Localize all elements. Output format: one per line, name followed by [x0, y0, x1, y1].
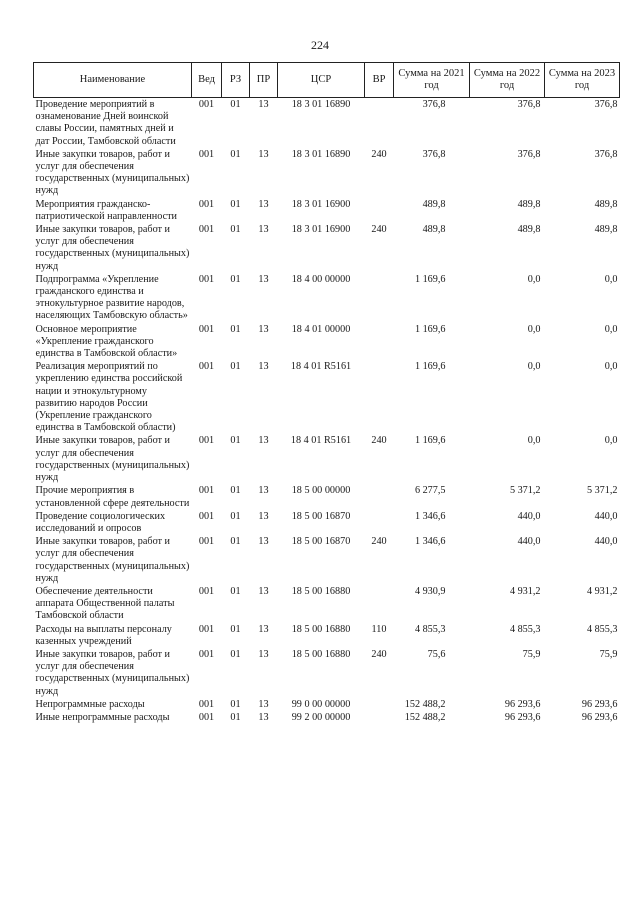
cell-rz: 01 [230, 698, 241, 710]
cell-csr: 99 2 00 00000 [291, 711, 351, 723]
cell-sum-2021: 376,8 [422, 148, 446, 160]
cell-sum-2023: 4 855,3 [586, 623, 618, 635]
cell-sum-2022: 489,8 [517, 198, 541, 210]
cell-sum-2022: 4 931,2 [509, 585, 541, 597]
cell-sum-2023: 0,0 [604, 435, 618, 447]
cell-sum-2021: 6 277,5 [414, 485, 446, 497]
cell-sum-2021: 1 169,6 [414, 435, 446, 447]
cell-sum-2022: 96 293,6 [504, 711, 541, 723]
cell-ved: 001 [198, 198, 215, 210]
cell-pr: 13 [258, 711, 269, 723]
cell-ved: 001 [198, 224, 215, 236]
cell-name: Прочие мероприятия в установленной сфере деятельности [35, 485, 190, 509]
cell-name: Непрограммные расходы [35, 698, 145, 710]
cell-pr: 13 [258, 148, 269, 160]
cell-rz: 01 [230, 224, 241, 236]
cell-sum-2023: 440,0 [594, 510, 618, 522]
cell-sum-2021: 1 169,6 [414, 361, 446, 373]
cell-name: Реализация мероприятий по укреплению единства российской нации и этнокультурному развитию народов России (Укрепление гражданского единства в Тамбовской области) [35, 361, 183, 434]
cell-sum-2021: 1 346,6 [414, 510, 446, 522]
cell-ved: 001 [198, 698, 215, 710]
cell-vr: 240 [371, 648, 387, 660]
cell-sum-2023: 440,0 [594, 536, 618, 548]
cell-pr: 13 [258, 435, 269, 447]
header-vr: ВР [365, 63, 394, 98]
cell-sum-2022: 4 855,3 [509, 623, 541, 635]
table-row [34, 323, 620, 361]
cell-sum-2022: 376,8 [517, 99, 541, 110]
table-row [34, 273, 620, 323]
cell-sum-2023: 489,8 [594, 224, 618, 236]
cell-sum-2022: 0,0 [527, 361, 541, 373]
cell-vr: 240 [371, 224, 387, 236]
cell-csr: 18 3 01 16900 [291, 198, 351, 210]
header-pr: ПР [250, 63, 278, 98]
cell-csr: 18 4 01 R5161 [290, 361, 352, 373]
cell-sum-2023: 0,0 [604, 273, 618, 285]
table-row [34, 648, 620, 698]
cell-vr [365, 698, 394, 711]
cell-sum-2021: 376,8 [422, 99, 446, 110]
cell-ved: 001 [198, 435, 215, 447]
cell-csr: 18 3 01 16900 [291, 224, 351, 236]
cell-sum-2023: 96 293,6 [581, 711, 618, 723]
header-sum-2022: Сумма на 2022 год [470, 63, 545, 98]
cell-ved: 001 [198, 585, 215, 597]
cell-ved: 001 [198, 485, 215, 497]
cell-name: Обеспечение деятельности аппарата Общественной палаты Тамбовской области [35, 585, 175, 622]
cell-vr [365, 98, 394, 148]
cell-sum-2023: 5 371,2 [586, 485, 618, 497]
cell-sum-2021: 1 169,6 [414, 273, 446, 285]
cell-vr [365, 360, 394, 434]
cell-pr: 13 [258, 536, 269, 548]
cell-csr: 18 4 00 00000 [291, 273, 351, 285]
cell-vr [365, 323, 394, 361]
table-header [34, 63, 620, 98]
cell-sum-2021: 75,6 [427, 648, 446, 660]
cell-rz: 01 [230, 273, 241, 285]
cell-vr: 110 [371, 623, 387, 635]
cell-sum-2023: 75,9 [599, 648, 618, 660]
cell-csr: 18 5 00 16870 [291, 536, 351, 548]
table-row [34, 698, 620, 711]
cell-name: Подпрограмма «Укрепление гражданского единства и этнокультурное развитие народов, населяющих Тамбовскую область» [35, 273, 188, 322]
cell-sum-2022: 0,0 [527, 273, 541, 285]
cell-pr: 13 [258, 648, 269, 660]
cell-sum-2022: 440,0 [517, 536, 541, 548]
cell-sum-2021: 152 488,2 [404, 698, 446, 710]
cell-vr [365, 711, 394, 724]
cell-ved: 001 [198, 323, 215, 335]
cell-ved: 001 [198, 148, 215, 160]
cell-pr: 13 [258, 198, 269, 210]
cell-vr [365, 510, 394, 535]
cell-csr: 99 0 00 00000 [291, 698, 351, 710]
cell-sum-2023: 376,8 [594, 99, 618, 110]
cell-csr: 18 3 01 16890 [291, 99, 351, 110]
cell-rz: 01 [230, 99, 241, 110]
cell-pr: 13 [258, 485, 269, 497]
cell-sum-2022: 0,0 [527, 435, 541, 447]
cell-rz: 01 [230, 536, 241, 548]
cell-sum-2022: 489,8 [517, 224, 541, 236]
cell-rz: 01 [230, 435, 241, 447]
cell-sum-2023: 376,8 [594, 148, 618, 160]
cell-csr: 18 5 00 16880 [291, 623, 351, 635]
cell-name: Проведение мероприятий в ознаменование Дней воинской славы России, памятных дней и дат России, Тамбовской области [35, 99, 176, 147]
cell-sum-2021: 4 855,3 [414, 623, 446, 635]
header-ved: Вед [192, 63, 222, 98]
cell-csr: 18 5 00 16880 [291, 648, 351, 660]
cell-pr: 13 [258, 585, 269, 597]
cell-vr [365, 273, 394, 323]
cell-sum-2022: 0,0 [527, 323, 541, 335]
cell-sum-2022: 75,9 [522, 648, 541, 660]
cell-name: Иные закупки товаров, работ и услуг для обеспечения государственных (муниципальных) нужд [35, 148, 190, 197]
cell-sum-2022: 5 371,2 [509, 485, 541, 497]
cell-pr: 13 [258, 323, 269, 335]
header-sum-2023: Сумма на 2023 год [545, 63, 620, 98]
table-row [34, 223, 620, 273]
cell-name: Иные закупки товаров, работ и услуг для обеспечения государственных (муниципальных) нужд [35, 224, 190, 272]
cell-sum-2022: 376,8 [517, 148, 541, 160]
cell-pr: 13 [258, 99, 269, 110]
cell-sum-2022: 96 293,6 [504, 698, 541, 710]
table-row [34, 484, 620, 509]
cell-sum-2021: 489,8 [422, 224, 446, 236]
page-number: 224 [311, 38, 329, 52]
header-sum-2021: Сумма на 2021 год [394, 63, 470, 98]
cell-rz: 01 [230, 323, 241, 335]
cell-rz: 01 [230, 510, 241, 522]
cell-ved: 001 [198, 361, 215, 373]
cell-csr: 18 5 00 00000 [291, 485, 351, 497]
cell-rz: 01 [230, 361, 241, 373]
cell-pr: 13 [258, 273, 269, 285]
cell-pr: 13 [258, 224, 269, 236]
table-row [34, 98, 620, 148]
cell-sum-2023: 4 931,2 [586, 585, 618, 597]
cell-csr: 18 4 01 00000 [291, 323, 351, 335]
cell-name: Иные закупки товаров, работ и услуг для обеспечения государственных (муниципальных) нужд [35, 536, 190, 584]
cell-ved: 001 [198, 99, 215, 110]
cell-sum-2023: 489,8 [594, 198, 618, 210]
cell-rz: 01 [230, 148, 241, 160]
cell-name: Иные закупки товаров, работ и услуг для обеспечения государственных (муниципальных) нужд [35, 435, 190, 484]
cell-csr: 18 5 00 16870 [291, 510, 351, 522]
cell-ved: 001 [198, 711, 215, 723]
cell-vr: 240 [371, 148, 387, 160]
cell-csr: 18 4 01 R5161 [290, 435, 352, 447]
cell-name: Расходы на выплаты персоналу казенных учреждений [35, 623, 172, 647]
cell-vr: 240 [371, 435, 387, 447]
cell-vr [365, 198, 394, 223]
cell-vr: 240 [371, 536, 387, 548]
table-row [34, 535, 620, 585]
cell-sum-2021: 152 488,2 [404, 711, 446, 723]
cell-rz: 01 [230, 648, 241, 660]
table-row [34, 623, 620, 648]
cell-pr: 13 [258, 623, 269, 635]
cell-rz: 01 [230, 711, 241, 723]
table-body [34, 98, 620, 725]
cell-sum-2023: 0,0 [604, 323, 618, 335]
cell-sum-2021: 1 169,6 [414, 323, 446, 335]
cell-rz: 01 [230, 623, 241, 635]
cell-name: Иные закупки товаров, работ и услуг для обеспечения государственных (муниципальных) нужд [35, 648, 190, 697]
header-csr: ЦСР [278, 63, 365, 98]
cell-rz: 01 [230, 485, 241, 497]
cell-csr: 18 5 00 16880 [291, 585, 351, 597]
cell-ved: 001 [198, 648, 215, 660]
cell-rz: 01 [230, 198, 241, 210]
cell-sum-2022: 440,0 [517, 510, 541, 522]
cell-pr: 13 [258, 361, 269, 373]
cell-vr [365, 484, 394, 509]
cell-pr: 13 [258, 510, 269, 522]
table-row [34, 360, 620, 434]
cell-sum-2021: 489,8 [422, 198, 446, 210]
table-row [34, 198, 620, 223]
cell-ved: 001 [198, 623, 215, 635]
cell-sum-2021: 1 346,6 [414, 536, 446, 548]
cell-ved: 001 [198, 510, 215, 522]
header-name: Наименование [34, 63, 192, 98]
table-row [34, 434, 620, 484]
table-row [34, 510, 620, 535]
cell-sum-2023: 96 293,6 [581, 698, 618, 710]
table-row [34, 585, 620, 623]
cell-name: Проведение социологических исследований и опросов [35, 510, 166, 534]
cell-name: Мероприятия гражданско-патриотической направленности [35, 198, 178, 222]
cell-rz: 01 [230, 585, 241, 597]
table-row [34, 148, 620, 198]
cell-pr: 13 [258, 698, 269, 710]
budget-table [33, 62, 620, 724]
cell-sum-2023: 0,0 [604, 361, 618, 373]
cell-ved: 001 [198, 536, 215, 548]
cell-ved: 001 [198, 273, 215, 285]
cell-name: Иные непрограммные расходы [35, 711, 170, 723]
cell-vr [365, 585, 394, 623]
cell-sum-2021: 4 930,9 [414, 585, 446, 597]
cell-csr: 18 3 01 16890 [291, 148, 351, 160]
cell-name: Основное мероприятие «Укрепление гражданского единства в Тамбовской области» [35, 323, 178, 360]
table-row [34, 711, 620, 724]
header-rz: РЗ [222, 63, 250, 98]
